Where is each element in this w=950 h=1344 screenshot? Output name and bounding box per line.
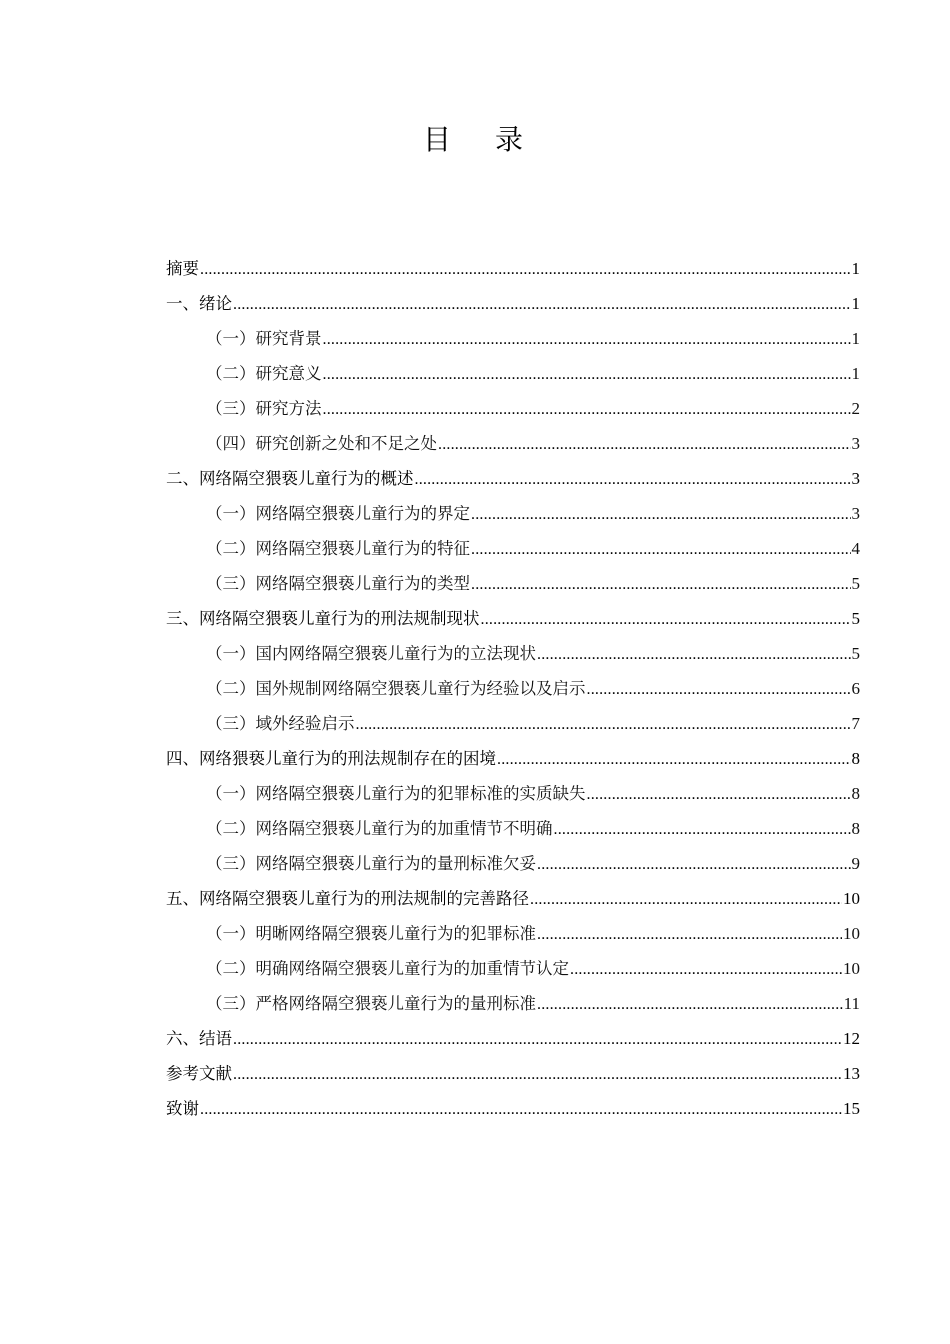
toc-entry-text: （三）严格网络隔空猥亵儿童行为的量刑标准 [206, 994, 536, 1013]
toc-entry-page-number: 5 [851, 609, 860, 628]
toc-entry[interactable] [166, 916, 860, 951]
toc-entry[interactable] [166, 881, 860, 916]
toc-entry-text: （二）网络隔空猥亵儿童行为的特征 [206, 539, 470, 558]
toc-entry-page-number: 8 [851, 784, 860, 803]
toc-entry-text: （一）网络隔空猥亵儿童行为的界定 [206, 504, 470, 523]
toc-entry-page-number: 1 [851, 329, 860, 348]
dot-leader [537, 846, 851, 881]
dot-leader [537, 986, 843, 1021]
toc-entry[interactable] [166, 846, 860, 881]
toc-entry-text: 二、网络隔空猥亵儿童行为的概述 [166, 469, 414, 488]
toc-entry-text: （三）域外经验启示 [206, 714, 355, 733]
toc-entry-page-number: 3 [851, 434, 860, 453]
dot-leader [200, 251, 851, 286]
toc-entry[interactable] [166, 356, 860, 391]
dot-leader [587, 671, 851, 706]
toc-entry-text: （二）网络隔空猥亵儿童行为的加重情节不明确 [206, 819, 553, 838]
toc-entry-page-number: 6 [851, 679, 860, 698]
toc-entry[interactable] [166, 951, 860, 986]
toc-entry[interactable] [166, 321, 860, 356]
toc-entry[interactable] [166, 811, 860, 846]
dot-leader [415, 461, 851, 496]
toc-entry-text: （一）网络隔空猥亵儿童行为的犯罪标准的实质缺失 [206, 784, 586, 803]
toc-entry-page-number: 9 [851, 854, 860, 873]
dot-leader [481, 601, 851, 636]
dot-leader [471, 531, 851, 566]
toc-entry-text: （二）研究意义 [206, 364, 322, 383]
toc-entry[interactable] [166, 426, 860, 461]
dot-leader [554, 811, 851, 846]
toc-entry-page-number: 8 [851, 749, 860, 768]
toc-entry[interactable] [166, 1021, 860, 1056]
toc-entry[interactable] [166, 671, 860, 706]
dot-leader [233, 1056, 842, 1091]
toc-entry-text: 六、结语 [166, 1029, 232, 1048]
toc-entry-page-number: 5 [851, 644, 860, 663]
toc-entry-text: （三）网络隔空猥亵儿童行为的量刑标准欠妥 [206, 854, 536, 873]
dot-leader [537, 916, 842, 951]
toc-title: 目录 [422, 123, 567, 156]
dot-leader [471, 566, 851, 601]
toc-entry-page-number: 11 [843, 994, 860, 1013]
toc-entry[interactable] [166, 986, 860, 1021]
toc-entry-page-number: 7 [851, 714, 860, 733]
toc-entry[interactable] [166, 566, 860, 601]
toc-entry[interactable] [166, 531, 860, 566]
toc-entry[interactable] [166, 461, 860, 496]
toc-entry-page-number: 12 [843, 1029, 860, 1048]
toc-entry[interactable] [166, 741, 860, 776]
toc-list [166, 251, 860, 1126]
dot-leader [323, 391, 851, 426]
toc-entry-text: 致谢 [166, 1099, 199, 1118]
toc-entry-text: （一）研究背景 [206, 329, 322, 348]
toc-entry-page-number: 4 [851, 539, 860, 558]
toc-entry-page-number: 10 [843, 959, 860, 978]
toc-entry[interactable] [166, 496, 860, 531]
toc-entry-text: （三）研究方法 [206, 399, 322, 418]
dot-leader [233, 286, 851, 321]
dot-leader [438, 426, 851, 461]
toc-entry-text: （一）国内网络隔空猥亵儿童行为的立法现状 [206, 644, 536, 663]
toc-entry[interactable] [166, 286, 860, 321]
toc-entry-page-number: 5 [851, 574, 860, 593]
dot-leader [233, 1021, 842, 1056]
dot-leader [530, 881, 842, 916]
toc-entry-text: 一、绪论 [166, 294, 232, 313]
dot-leader [587, 776, 851, 811]
toc-entry[interactable] [166, 706, 860, 741]
toc-entry-page-number: 8 [851, 819, 860, 838]
toc-entry-text: 参考文献 [166, 1064, 232, 1083]
toc-entry-text: 摘要 [166, 259, 199, 278]
dot-leader [471, 496, 851, 531]
toc-entry-text: （二）国外规制网络隔空猥亵儿童行为经验以及启示 [206, 679, 586, 698]
toc-entry-text: 四、网络猥亵儿童行为的刑法规制存在的困境 [166, 749, 496, 768]
toc-entry-page-number: 1 [851, 364, 860, 383]
dot-leader [356, 706, 851, 741]
toc-entry-page-number: 1 [851, 259, 860, 278]
toc-entry-page-number: 1 [851, 294, 860, 313]
toc-entry-text: （二）明确网络隔空猥亵儿童行为的加重情节认定 [206, 959, 569, 978]
toc-entry[interactable] [166, 1056, 860, 1091]
toc-entry-text: 五、网络隔空猥亵儿童行为的刑法规制的完善路径 [166, 889, 529, 908]
toc-entry-page-number: 13 [843, 1064, 860, 1083]
toc-entry-text: （三）网络隔空猥亵儿童行为的类型 [206, 574, 470, 593]
dot-leader [323, 321, 851, 356]
toc-entry[interactable] [166, 776, 860, 811]
toc-entry-text: （一）明晰网络隔空猥亵儿童行为的犯罪标准 [206, 924, 536, 943]
toc-entry[interactable] [166, 251, 860, 286]
toc-entry-text: （四）研究创新之处和不足之处 [206, 434, 437, 453]
dot-leader [323, 356, 851, 391]
dot-leader [570, 951, 842, 986]
toc-entry-page-number: 10 [843, 924, 860, 943]
toc-entry-text: 三、网络隔空猥亵儿童行为的刑法规制现状 [166, 609, 480, 628]
dot-leader [200, 1091, 842, 1126]
toc-entry-page-number: 15 [843, 1099, 860, 1118]
toc-entry[interactable] [166, 1091, 860, 1126]
dot-leader [537, 636, 851, 671]
toc-entry[interactable] [166, 601, 860, 636]
toc-entry-page-number: 3 [851, 504, 860, 523]
toc-entry-page-number: 3 [851, 469, 860, 488]
toc-entry-page-number: 10 [843, 889, 860, 908]
toc-entry[interactable] [166, 636, 860, 671]
toc-entry[interactable] [166, 391, 860, 426]
toc-entry-page-number: 2 [851, 399, 860, 418]
dot-leader [497, 741, 851, 776]
